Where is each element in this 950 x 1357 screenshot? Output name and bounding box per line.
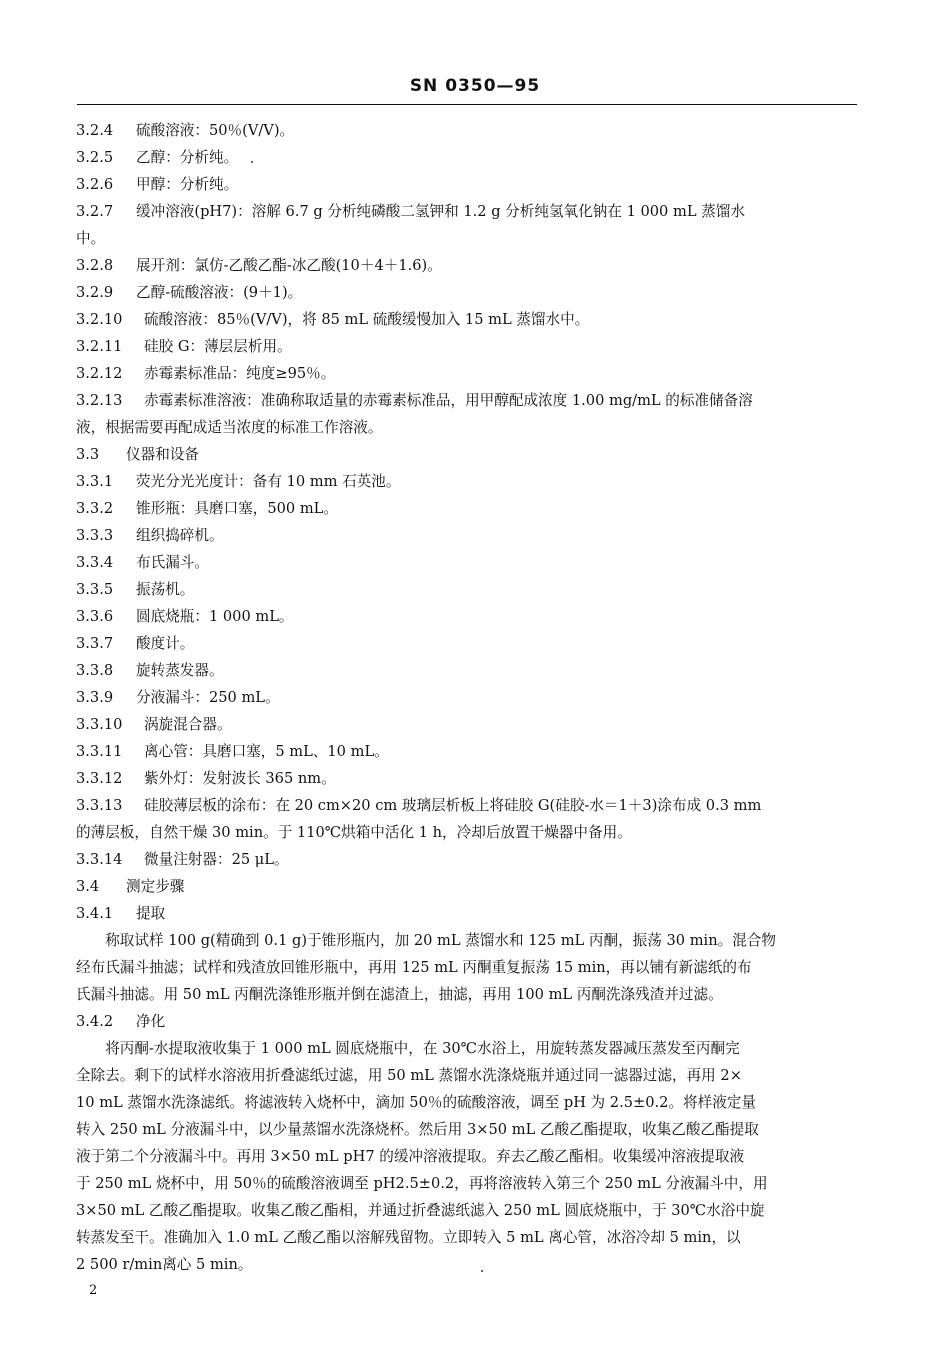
item-number: 3.3.8 bbox=[76, 662, 114, 679]
item-text: 硅胶薄层板的涂布：在 20 cm×20 cm 玻璃层析板上将硅胶 G(硅胶-水＝1＋3)涂布成 0.3 mm bbox=[144, 797, 762, 814]
item-line bbox=[76, 144, 858, 171]
item-line bbox=[76, 630, 858, 657]
item-line bbox=[76, 873, 858, 900]
item-line bbox=[76, 684, 858, 711]
item-text: 赤霉素标准溶液：准确称取适量的赤霉素标准品，用甲醇配成浓度 1.00 mg/mL 的标准储备溶 bbox=[144, 392, 753, 409]
item-number: 3.3.2 bbox=[76, 500, 114, 517]
item-text: 分液漏斗：250 mL。 bbox=[136, 689, 280, 706]
item-number: 3.3.14 bbox=[76, 851, 123, 868]
item-number: 3.3.12 bbox=[76, 770, 123, 787]
item-number: 3.2.11 bbox=[76, 338, 123, 355]
item-number: 3.2.7 bbox=[76, 203, 114, 220]
item-number: 3.3.7 bbox=[76, 635, 114, 652]
item-text: 酸度计。 bbox=[136, 635, 195, 652]
item-number: 3.3.10 bbox=[76, 716, 123, 733]
item-number: 3.2.10 bbox=[76, 311, 123, 328]
paragraph-line: 2 500 r/min离心 5 min。 bbox=[76, 1256, 253, 1273]
item-text: 紫外灯：发射波长 365 nm。 bbox=[144, 770, 336, 787]
paragraph-line: 3×50 mL 乙酸乙酯提取。收集乙酸乙酯相，并通过折叠滤纸滤入 250 mL 圆底烧瓶中，于 30℃水浴中旋 bbox=[76, 1202, 765, 1219]
item-line bbox=[76, 576, 858, 603]
item-text: 缓冲溶液(pH7)：溶解 6.7 g 分析纯磷酸二氢钾和 1.2 g 分析纯氢氧化钠在 1 000 mL 蒸馏水 bbox=[136, 203, 745, 220]
item-line bbox=[76, 900, 858, 927]
item-number: 3.3.4 bbox=[76, 554, 114, 571]
item-text: 测定步骤 bbox=[126, 878, 185, 895]
item-number: 3.3.5 bbox=[76, 581, 114, 598]
paragraph-line: 液于第二个分液漏斗中。再用 3×50 mL pH7 的缓冲溶液提取。弃去乙酸乙酯相。收集缓冲溶液提取液 bbox=[76, 1148, 745, 1165]
document-body bbox=[76, 117, 858, 1278]
item-number: 3.2.8 bbox=[76, 257, 114, 274]
item-number: 3.3.11 bbox=[76, 743, 123, 760]
item-text: 涡旋混合器。 bbox=[144, 716, 232, 733]
paragraph-line: 将丙酮-水提取液收集于 1 000 mL 圆底烧瓶中，在 30℃水浴上，用旋转蒸发器减压蒸发至丙酮完 bbox=[105, 1040, 740, 1057]
item-line bbox=[76, 657, 858, 684]
item-text: 赤霉素标准品：纯度≥95％。 bbox=[144, 365, 336, 382]
item-number: 3.2.12 bbox=[76, 365, 123, 382]
item-continuation: 液，根据需要再配成适当浓度的标准工作溶液。 bbox=[76, 419, 383, 436]
item-line bbox=[76, 522, 858, 549]
scan-speck bbox=[481, 1270, 483, 1272]
item-text: 乙醇-硫酸溶液：(9＋1)。 bbox=[136, 284, 303, 301]
item-text: 硫酸溶液：85％(V/V)，将 85 mL 硫酸缓慢加入 15 mL 蒸馏水中。 bbox=[144, 311, 590, 328]
item-text: 荧光分光光度计：备有 10 mm 石英池。 bbox=[136, 473, 401, 490]
item-line bbox=[76, 792, 858, 819]
paragraph-line: 氏漏斗抽滤。用 50 mL 丙酮洗涤锥形瓶并倒在滤渣上，抽滤，再用 100 mL 丙酮洗涤残渣并过滤。 bbox=[76, 986, 723, 1003]
item-continuation: 的薄层板，自然干燥 30 min。于 110℃烘箱中活化 1 h，冷却后放置干燥器中备用。 bbox=[76, 824, 632, 841]
item-number: 3.3.1 bbox=[76, 473, 114, 490]
item-number: 3.2.6 bbox=[76, 176, 114, 193]
paragraph-line: 经布氏漏斗抽滤；试样和残渣放回锥形瓶中，再用 125 mL 丙酮重复振荡 15 min，再以铺有新滤纸的布 bbox=[76, 959, 752, 976]
page-number: 2 bbox=[89, 1283, 98, 1298]
item-line bbox=[76, 495, 858, 522]
section-heading bbox=[76, 1008, 858, 1035]
item-line bbox=[76, 549, 858, 576]
item-line bbox=[76, 603, 858, 630]
scan-speck bbox=[251, 161, 253, 163]
item-text: 旋转蒸发器。 bbox=[136, 662, 224, 679]
item-line bbox=[76, 468, 858, 495]
item-number: 3.2.9 bbox=[76, 284, 114, 301]
item-text: 乙醇：分析纯。 bbox=[136, 149, 239, 166]
item-text: 锥形瓶：具磨口塞，500 mL。 bbox=[136, 500, 338, 517]
item-text: 硅胶 G：薄层层析用。 bbox=[144, 338, 292, 355]
item-line bbox=[76, 333, 858, 360]
item-number: 3.4.1 bbox=[76, 905, 114, 922]
item-text: 振荡机。 bbox=[136, 581, 195, 598]
section-title: 净化 bbox=[136, 1013, 166, 1030]
item-line bbox=[76, 171, 858, 198]
item-number: 3.2.13 bbox=[76, 392, 123, 409]
header-rule bbox=[77, 104, 857, 105]
item-text: 提取 bbox=[136, 905, 166, 922]
item-line bbox=[76, 387, 858, 414]
item-line bbox=[76, 252, 858, 279]
item-line bbox=[76, 306, 858, 333]
paragraph-line: 全除去。剩下的试样水溶液用折叠滤纸过滤，用 50 mL 蒸馏水洗涤烧瓶并通过同一滤器过滤，再用 2× bbox=[76, 1067, 742, 1084]
item-number: 3.4 bbox=[76, 878, 100, 895]
item-text: 布氏漏斗。 bbox=[136, 554, 209, 571]
item-number: 3.3.13 bbox=[76, 797, 123, 814]
item-number: 3.2.5 bbox=[76, 149, 114, 166]
item-line bbox=[76, 738, 858, 765]
item-text: 展开剂：氯仿-乙酸乙酯-冰乙酸(10＋4＋1.6)。 bbox=[136, 257, 442, 274]
paragraph-line: 转蒸发至干。准确加入 1.0 mL 乙酸乙酯以溶解残留物。立即转入 5 mL 离心管，冰浴冷却 5 min，以 bbox=[76, 1229, 741, 1246]
item-line bbox=[76, 765, 858, 792]
paragraph-line: 10 mL 蒸馏水洗涤滤纸。将滤液转入烧杯中，滴加 50％的硫酸溶液，调至 pH 为 2.5±0.2。将样液定量 bbox=[76, 1094, 757, 1111]
item-line bbox=[76, 117, 858, 144]
item-line bbox=[76, 279, 858, 306]
item-line bbox=[76, 441, 858, 468]
item-number: 3.2.4 bbox=[76, 122, 114, 139]
item-text: 微量注射器：25 μL。 bbox=[144, 851, 289, 868]
paragraph-line: 转入 250 mL 分液漏斗中，以少量蒸馏水洗涤烧杯。然后用 3×50 mL 乙酸乙酯提取，收集乙酸乙酯提取 bbox=[76, 1121, 759, 1138]
extract-paragraph bbox=[76, 927, 858, 1008]
item-number: 3.3 bbox=[76, 446, 100, 463]
item-line bbox=[76, 198, 858, 225]
item-text: 硫酸溶液：50％(V/V)。 bbox=[136, 122, 295, 139]
paragraph-line: 称取试样 100 g(精确到 0.1 g)于锥形瓶内，加 20 mL 蒸馏水和 125 mL 丙酮，振荡 30 min。混合物 bbox=[105, 932, 776, 949]
item-line bbox=[76, 360, 858, 387]
standard-code-header: SN 0350—95 bbox=[409, 76, 541, 96]
item-number: 3.3.6 bbox=[76, 608, 114, 625]
item-text: 组织捣碎机。 bbox=[136, 527, 224, 544]
item-line bbox=[76, 711, 858, 738]
item-line bbox=[76, 846, 858, 873]
paragraph-line: 于 250 mL 烧杯中，用 50％的硫酸溶液调至 pH2.5±0.2，再将溶液转入第三个 250 mL 分液漏斗中，用 bbox=[76, 1175, 768, 1192]
item-text: 圆底烧瓶：1 000 mL。 bbox=[136, 608, 294, 625]
item-text: 仪器和设备 bbox=[126, 446, 199, 463]
item-number: 3.3.9 bbox=[76, 689, 114, 706]
item-continuation: 中。 bbox=[76, 230, 106, 247]
item-text: 甲醇：分析纯。 bbox=[136, 176, 239, 193]
item-number: 3.3.3 bbox=[76, 527, 114, 544]
item-text: 离心管：具磨口塞，5 mL、10 mL。 bbox=[144, 743, 389, 760]
purify-paragraph bbox=[76, 1035, 858, 1278]
item-list bbox=[76, 117, 858, 927]
section-number: 3.4.2 bbox=[76, 1013, 114, 1030]
